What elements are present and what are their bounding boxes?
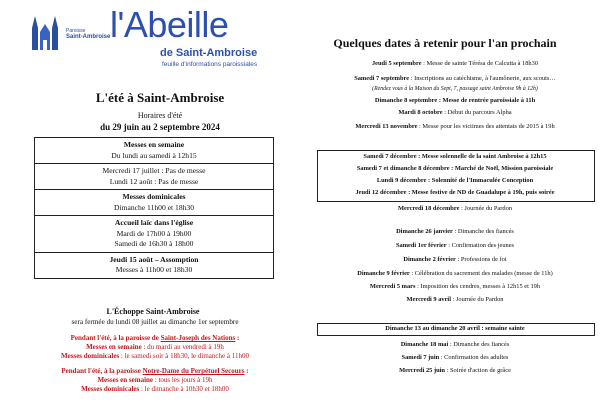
notre-dame-place: Notre-Dame du Perpétuel Secours	[142, 367, 245, 375]
logo-parish-small: Paroisse	[66, 28, 86, 34]
saint-joseph-suffix: :	[235, 334, 240, 342]
event-date: Dimanche 2 février	[403, 256, 456, 263]
event-text: : Début du parcours Alpha	[442, 109, 512, 116]
event-item	[305, 177, 600, 185]
schedule-box	[34, 137, 274, 279]
schedule-section	[35, 164, 273, 190]
summer-title: L'été à Saint-Ambroise	[95, 90, 225, 105]
schedule-line: Samedi de 16h30 à 18h00	[114, 239, 194, 248]
schedule-section	[35, 216, 273, 253]
event-date: Mercredi 9 avril	[406, 296, 451, 303]
newsletter-tagline: feuille d'informations paroissiales	[162, 61, 258, 68]
event-date: Jeudi 12 décembre	[355, 189, 407, 196]
echoppe-title: L'Échoppe Saint-Ambroise	[106, 307, 200, 316]
echoppe-text: sera fermée du lundi 08 juillet au dimanche 1er septembre	[71, 318, 239, 326]
schedule-line: Messes à 11h00 et 18h30	[115, 265, 193, 274]
notre-dame-prefix: Pendant l'été, à la paroisse	[61, 367, 143, 375]
event-text: : Célébration du sacrement des malades (messe de 11h)	[409, 270, 553, 277]
notre-dame-heading	[10, 367, 300, 376]
newsletter-subtitle: de Saint-Ambroise	[160, 47, 258, 59]
event-text: : Messe de rentrée paroissiale à 11h	[437, 97, 536, 104]
event-text: : Marché de Noël, Mission paroissiale	[449, 165, 554, 172]
schedule-section	[35, 190, 273, 216]
event-date: Dimanche 9 février	[357, 270, 410, 277]
saint-joseph-week-text: : du mardi au vendredi à 19h	[141, 343, 224, 351]
summer-hours-label: Horaires d'été	[137, 111, 183, 120]
dates-title: Quelques dates à retenir pour l'an prochain	[333, 36, 557, 50]
event-item	[305, 109, 600, 117]
saint-joseph-prefix: Pendant l'été, à la paroisse de	[70, 334, 161, 342]
event-text: : Messe de sainte Térésa de Calcutta à 18h30	[421, 60, 539, 67]
logo-parish-text	[66, 28, 110, 40]
notre-dame-sunday	[10, 385, 300, 394]
event-item	[305, 354, 600, 362]
schedule-line: Accueil laïc dans l'église	[114, 218, 194, 227]
event-item	[305, 97, 600, 105]
event-date: Jeudi 5 septembre	[371, 60, 422, 67]
schedule-section	[35, 253, 273, 278]
event-date: Samedi 7 septembre	[354, 75, 410, 82]
event-date: Dimanche 13 au dimanche 20 avril	[385, 325, 480, 332]
event-text: : Professions de foi	[455, 256, 507, 263]
event-item	[305, 242, 600, 250]
event-text: : Dimanche des fiancés	[452, 228, 514, 235]
event-text: : Solennité de l'Immaculée Conception	[426, 177, 534, 184]
event-item	[305, 341, 600, 349]
schedule-line: Du lundi au samedi à 12h15	[111, 150, 197, 160]
event-item	[305, 283, 600, 291]
notre-dame-week-text: : tous les jours à 19h	[153, 376, 213, 384]
event-text: : Confirmation des jeunes	[446, 242, 515, 249]
saint-joseph-place: Saint-Joseph des Nations	[160, 334, 236, 342]
event-date: Dimanche 8 septembre	[374, 97, 438, 104]
event-date: Samedi 7 décembre	[363, 153, 417, 160]
notre-dame-suffix: :	[244, 367, 249, 375]
event-text: : Journée du Pardon	[459, 205, 512, 212]
event-item	[305, 270, 600, 278]
saint-joseph-weekday	[20, 343, 290, 352]
schedule-line: Dimanche 11h00 et 18h30	[113, 202, 195, 212]
event-text: : Soirée d'action de grâce	[445, 367, 511, 374]
event-date: Samedi 7 juin	[401, 354, 440, 361]
event-date: Samedi 1er février	[395, 242, 447, 249]
event-date: Dimanche 26 janvier	[396, 228, 453, 235]
saint-joseph-sun-text: : le samedi soir à 18h30, le dimanche à 11h00	[119, 352, 249, 360]
saint-joseph-sunday	[20, 352, 290, 361]
summer-date-range: du 29 juin au 2 septembre 2024	[100, 122, 220, 132]
schedule-line: Jeudi 15 août – Assomption	[109, 254, 199, 264]
event-date: Samedi 7 et dimanche 8 décembre	[356, 165, 450, 172]
event-item	[305, 325, 600, 333]
event-item	[305, 165, 600, 173]
logo-parish-name: Saint-Ambroise	[66, 34, 111, 40]
event-date: Mercredi 25 juin	[399, 367, 445, 374]
notre-dame-sun-text: : le dimanche à 10h30 et 18h00	[139, 385, 229, 393]
event-text: : Messe solennelle de la saint Ambroise à 12h15	[416, 153, 547, 160]
schedule-line: Lundi 12 août : Pas de messe	[109, 176, 199, 186]
schedule-line: Messes en semaine	[123, 140, 185, 149]
schedule-section	[35, 138, 273, 164]
notre-dame-block	[10, 367, 300, 394]
event-date: Mardi 8 octobre	[398, 109, 443, 116]
event-item	[305, 205, 600, 213]
event-item	[305, 85, 600, 93]
event-text: : Inscriptions au catéchisme, à l'aumônerie, aux scouts…	[409, 75, 556, 82]
event-item	[305, 75, 600, 83]
event-date: Lundi 9 décembre	[376, 177, 427, 184]
newsletter-title: l'Abeille	[110, 4, 229, 45]
event-item	[305, 189, 600, 197]
event-item	[305, 228, 600, 236]
event-item	[305, 296, 600, 304]
event-date: Mercredi 13 novembre	[355, 123, 418, 130]
event-text: (Rendez vous à la Maison du Sept, 7, passage saint Ambroise 9h à 12h)	[372, 86, 538, 92]
notre-dame-week-label: Messes en semaine	[97, 376, 154, 384]
saint-joseph-heading	[20, 334, 290, 343]
event-text: : Messe pour les victimes des attentats de 2015 à 19h	[417, 123, 555, 130]
event-text: : semaine sainte	[479, 325, 525, 332]
saint-joseph-sun-label: Messes dominicales	[61, 352, 120, 360]
event-item	[305, 153, 600, 161]
event-date: Mercredi 18 décembre	[398, 205, 460, 212]
event-date: Mercredi 5 mars	[369, 283, 416, 290]
saint-joseph-week-label: Messes en semaine	[86, 343, 142, 351]
event-text: : Imposition des cendres, messes à 12h15 et 19h	[415, 283, 541, 290]
event-text: : Messe festive de ND de Guadalupe à 19h, puis soirée	[406, 189, 555, 196]
event-item	[305, 256, 600, 264]
schedule-line: Messes dominicales	[122, 192, 186, 201]
event-text: : Dimanche des fiancés	[448, 341, 510, 348]
saint-joseph-block	[20, 334, 290, 361]
notre-dame-weekday	[10, 376, 300, 385]
event-item	[305, 60, 600, 68]
event-text: : Confirmation des adultes	[439, 354, 509, 361]
event-date: Dimanche 18 mai	[400, 341, 449, 348]
notre-dame-sun-label: Messes dominicales	[81, 385, 140, 393]
event-item	[305, 367, 600, 375]
schedule-line: Mardi de 17h00 à 19h00	[116, 228, 192, 238]
event-item	[305, 123, 600, 131]
event-text: : Journée du Pardon	[450, 296, 504, 303]
schedule-line: Mercredi 17 juillet : Pas de messe	[102, 166, 206, 175]
